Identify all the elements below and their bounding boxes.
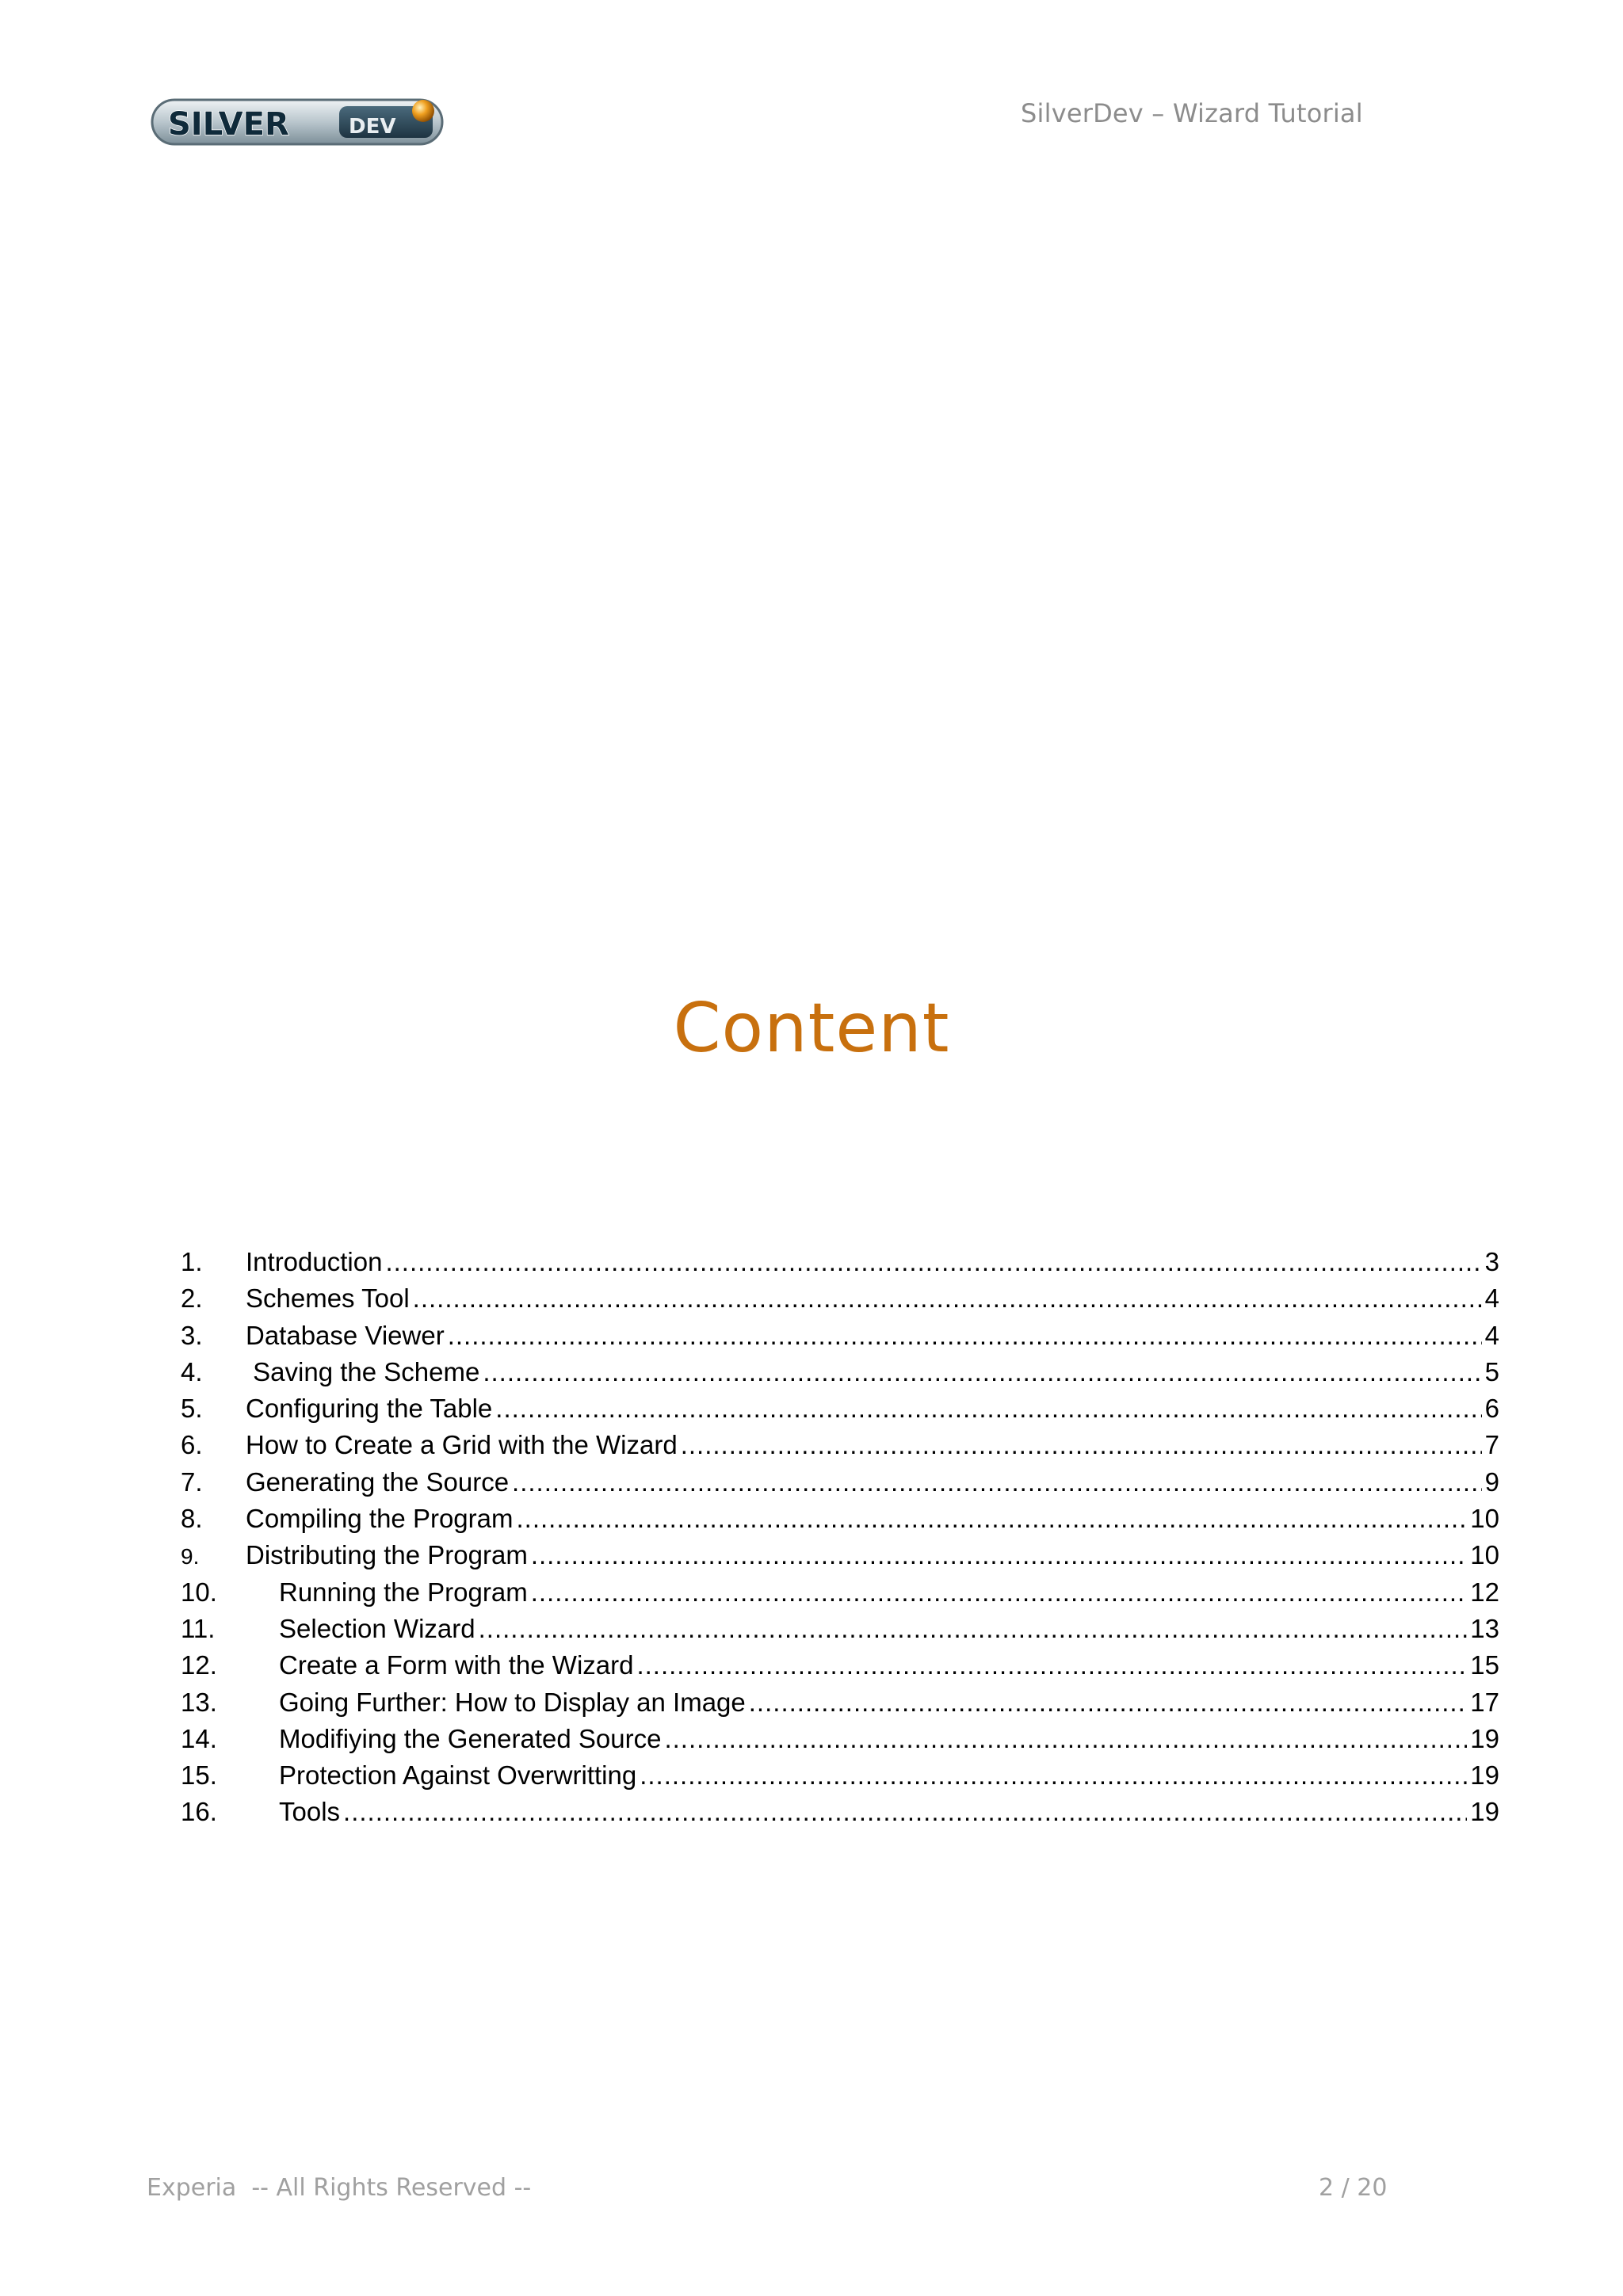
- toc-dot-leader: [749, 1684, 1468, 1721]
- toc-entry-page: 6: [1484, 1394, 1499, 1424]
- toc-dot-leader: [479, 1611, 1468, 1647]
- toc-entry-number: 7.: [181, 1466, 203, 1497]
- toc-dot-leader: [681, 1427, 1482, 1463]
- toc-dot-leader: [531, 1537, 1467, 1573]
- toc-dot-leader: [531, 1574, 1468, 1611]
- toc-entry-label: Selection Wizard: [279, 1613, 475, 1643]
- toc-entry-label: Generating the Source: [246, 1466, 510, 1497]
- toc-entry-label: Create a Form with the Wizard: [279, 1650, 634, 1680]
- toc-entry-label: Tools: [279, 1797, 341, 1827]
- toc-entry-page: 13: [1470, 1613, 1499, 1643]
- toc-entry-page: 17: [1470, 1687, 1499, 1717]
- toc-entry-number: 9.: [181, 1544, 200, 1569]
- toc-entry-number: 15.: [181, 1760, 217, 1791]
- toc-entry[interactable]: [181, 1244, 1499, 1280]
- toc-entry-page: 7: [1484, 1430, 1499, 1460]
- footer-page-number: 2 / 20: [1319, 2174, 1388, 2202]
- toc-entry-page: 15: [1470, 1650, 1499, 1680]
- toc-dot-leader: [636, 1647, 1467, 1684]
- toc-entry[interactable]: [181, 1537, 1499, 1573]
- table-of-contents: [181, 1244, 1499, 1831]
- toc-entry-number: 13.: [181, 1687, 217, 1717]
- toc-entry-label: Running the Program: [279, 1577, 528, 1607]
- toc-entry[interactable]: [181, 1464, 1499, 1501]
- toc-entry[interactable]: [181, 1721, 1499, 1757]
- toc-dot-leader: [516, 1501, 1467, 1537]
- toc-entry-label: Introduction: [246, 1247, 383, 1276]
- toc-entry-label: Compiling the Program: [246, 1504, 514, 1534]
- footer-copyright: Experia -- All Rights Reserved --: [147, 2174, 532, 2202]
- toc-entry-number: 8.: [181, 1504, 203, 1534]
- toc-entry-number: 1.: [181, 1247, 203, 1276]
- toc-entry-page: 12: [1470, 1577, 1499, 1607]
- toc-entry-page: 9: [1484, 1466, 1499, 1497]
- toc-entry-label: Protection Against Overwritting: [279, 1760, 637, 1791]
- toc-entry-label: Schemes Tool: [246, 1283, 410, 1314]
- toc-dot-leader: [343, 1794, 1467, 1830]
- toc-entry[interactable]: [181, 1757, 1499, 1794]
- toc-dot-leader: [664, 1721, 1467, 1757]
- toc-dot-leader: [413, 1280, 1482, 1317]
- toc-entry-label: Configuring the Table: [246, 1394, 493, 1424]
- toc-entry[interactable]: [181, 1574, 1499, 1611]
- toc-dot-leader: [448, 1318, 1482, 1354]
- toc-entry[interactable]: [181, 1318, 1499, 1354]
- toc-entry[interactable]: [181, 1501, 1499, 1537]
- toc-entry-page: 4: [1484, 1320, 1499, 1350]
- toc-entry[interactable]: [181, 1427, 1499, 1463]
- toc-entry-number: 16.: [181, 1797, 217, 1827]
- toc-entry-label: Database Viewer: [246, 1320, 445, 1350]
- toc-entry[interactable]: [181, 1354, 1499, 1390]
- toc-dot-leader: [483, 1354, 1481, 1390]
- toc-entry-page: 3: [1484, 1247, 1499, 1276]
- toc-entry-page: 19: [1470, 1797, 1499, 1827]
- toc-dot-leader: [495, 1390, 1481, 1427]
- toc-entry-label: Modifiying the Generated Source: [279, 1723, 662, 1753]
- toc-entry-number: 12.: [181, 1650, 217, 1680]
- svg-text:SILVER: SILVER: [168, 106, 289, 143]
- toc-entry-number: 11.: [181, 1613, 216, 1643]
- toc-entry-page: 10: [1470, 1504, 1499, 1534]
- toc-entry-number: 3.: [181, 1320, 203, 1350]
- toc-entry-page: 10: [1470, 1540, 1499, 1570]
- toc-entry-label: Saving the Scheme: [246, 1356, 480, 1386]
- toc-entry[interactable]: [181, 1390, 1499, 1427]
- toc-dot-leader: [512, 1464, 1482, 1501]
- document-header-title: SilverDev – Wizard Tutorial: [1021, 98, 1363, 128]
- toc-entry-number: 2.: [181, 1283, 203, 1314]
- toc-entry[interactable]: [181, 1280, 1499, 1317]
- page-title: Content: [673, 989, 950, 1068]
- toc-entry-label: Distributing the Program: [246, 1540, 528, 1570]
- toc-entry[interactable]: [181, 1684, 1499, 1721]
- toc-entry[interactable]: [181, 1647, 1499, 1684]
- toc-entry-page: 4: [1484, 1283, 1499, 1314]
- toc-entry-number: 4.: [181, 1356, 203, 1386]
- toc-entry-page: 19: [1470, 1760, 1499, 1791]
- toc-entry-number: 14.: [181, 1723, 217, 1753]
- toc-dot-leader: [640, 1757, 1467, 1794]
- toc-entry[interactable]: [181, 1611, 1499, 1647]
- toc-entry[interactable]: [181, 1794, 1499, 1830]
- toc-entry-page: 5: [1484, 1356, 1499, 1386]
- toc-entry-label: How to Create a Grid with the Wizard: [246, 1430, 678, 1460]
- toc-dot-leader: [385, 1244, 1481, 1280]
- silverdev-logo: [151, 95, 447, 149]
- svg-text:DEV: DEV: [349, 115, 396, 139]
- toc-entry-number: 6.: [181, 1430, 203, 1460]
- toc-entry-label: Going Further: How to Display an Image: [279, 1687, 746, 1717]
- toc-entry-number: 5.: [181, 1394, 203, 1424]
- toc-entry-page: 19: [1470, 1723, 1499, 1753]
- toc-entry-number: 10.: [181, 1577, 217, 1607]
